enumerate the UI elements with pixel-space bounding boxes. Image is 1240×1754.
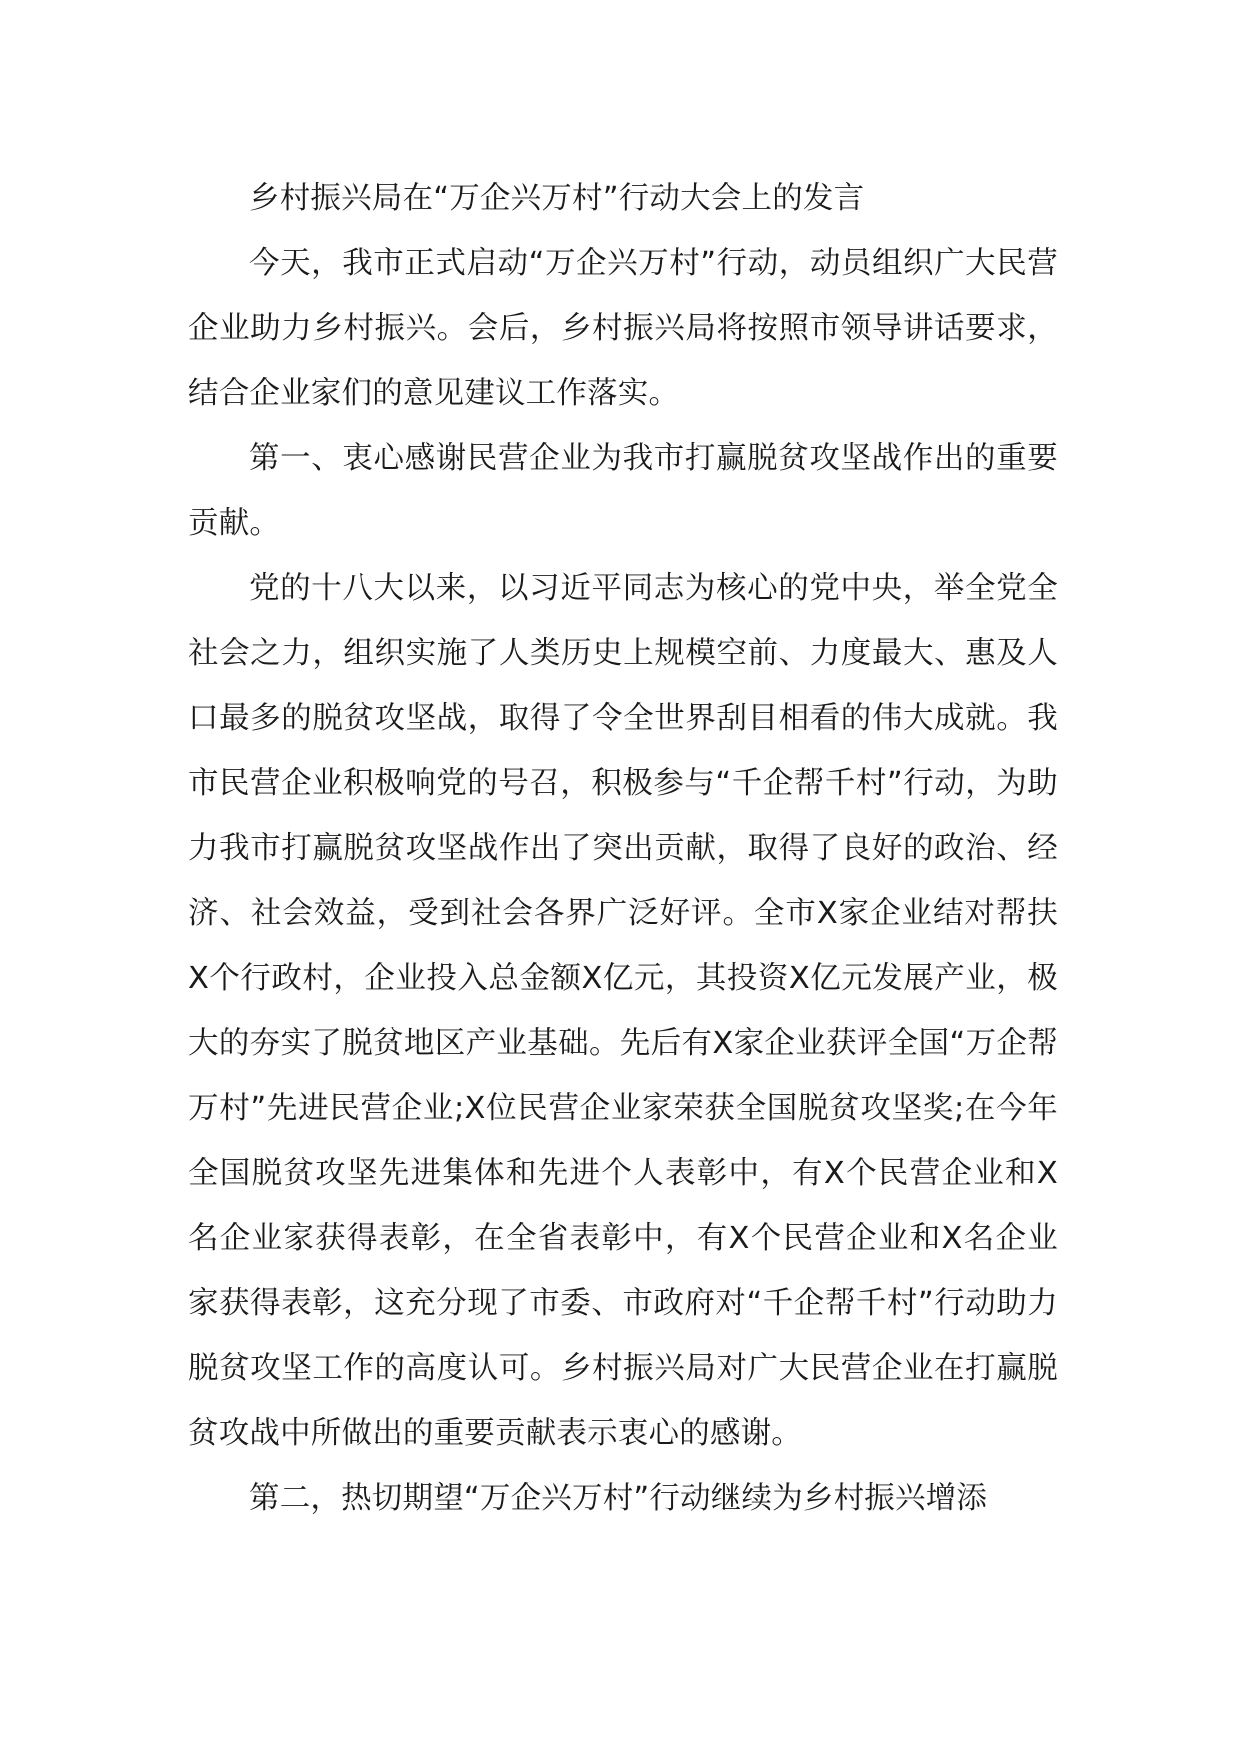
paragraph-section-two-heading: 第二，热切期望“万企兴万村”行动继续为乡村振兴增添 bbox=[249, 1481, 988, 1516]
paragraph-section-one-body: 党的十八大以来，以习近平同志为核心的党中央，举全党全社会之力，组织实施了人类历史上规模空前、力度最大、惠及人口最多的脱贫攻坚战，取得了令全世界刮目相看的伟大成就。我市民营企业积极响党的号召，积极参与“千企帮千村”行动，为助力我市打赢脱贫攻坚战作出了突出贡献，取得了良好的政治、经济、社会效益，受到社会各界广泛好评。全市X家企业结对帮扶X个行政村，企业投入总金额X亿元，其投资X亿元发展产业，极大的夯实了脱贫地区产业基础。先后有X家企业获评全国“万企帮万村”先进民营企业;X位民营企业家荣获全国脱贫攻坚奖;在今年全国脱贫攻坚先进集体和先进个人表彰中，有X个民营企业和X名企业家获得表彰，在全省表彰中，有X个民营企业和X名企业家获得表彰，这充分现了市委、市政府对“千企帮千村”行动助力脱贫攻坚工作的高度认可。乡村振兴局对广大民营企业在打赢脱贫攻战中所做出的重要贡献表示衷心的感谢。 bbox=[188, 571, 1058, 1451]
document-title: 乡村振兴局在“万企兴万村”行动大会上的发言 bbox=[249, 181, 865, 216]
paragraph-section-one-heading: 第一、衷心感谢民营企业为我市打赢脱贫攻坚战作出的重要贡献。 bbox=[188, 441, 1058, 541]
paragraph-intro: 今天，我市正式启动“万企兴万村”行动，动员组织广大民营企业助力乡村振兴。会后，乡村振兴局将按照市领导讲话要求，结合企业家们的意见建议工作落实。 bbox=[188, 246, 1058, 411]
document-body bbox=[188, 166, 1058, 1531]
